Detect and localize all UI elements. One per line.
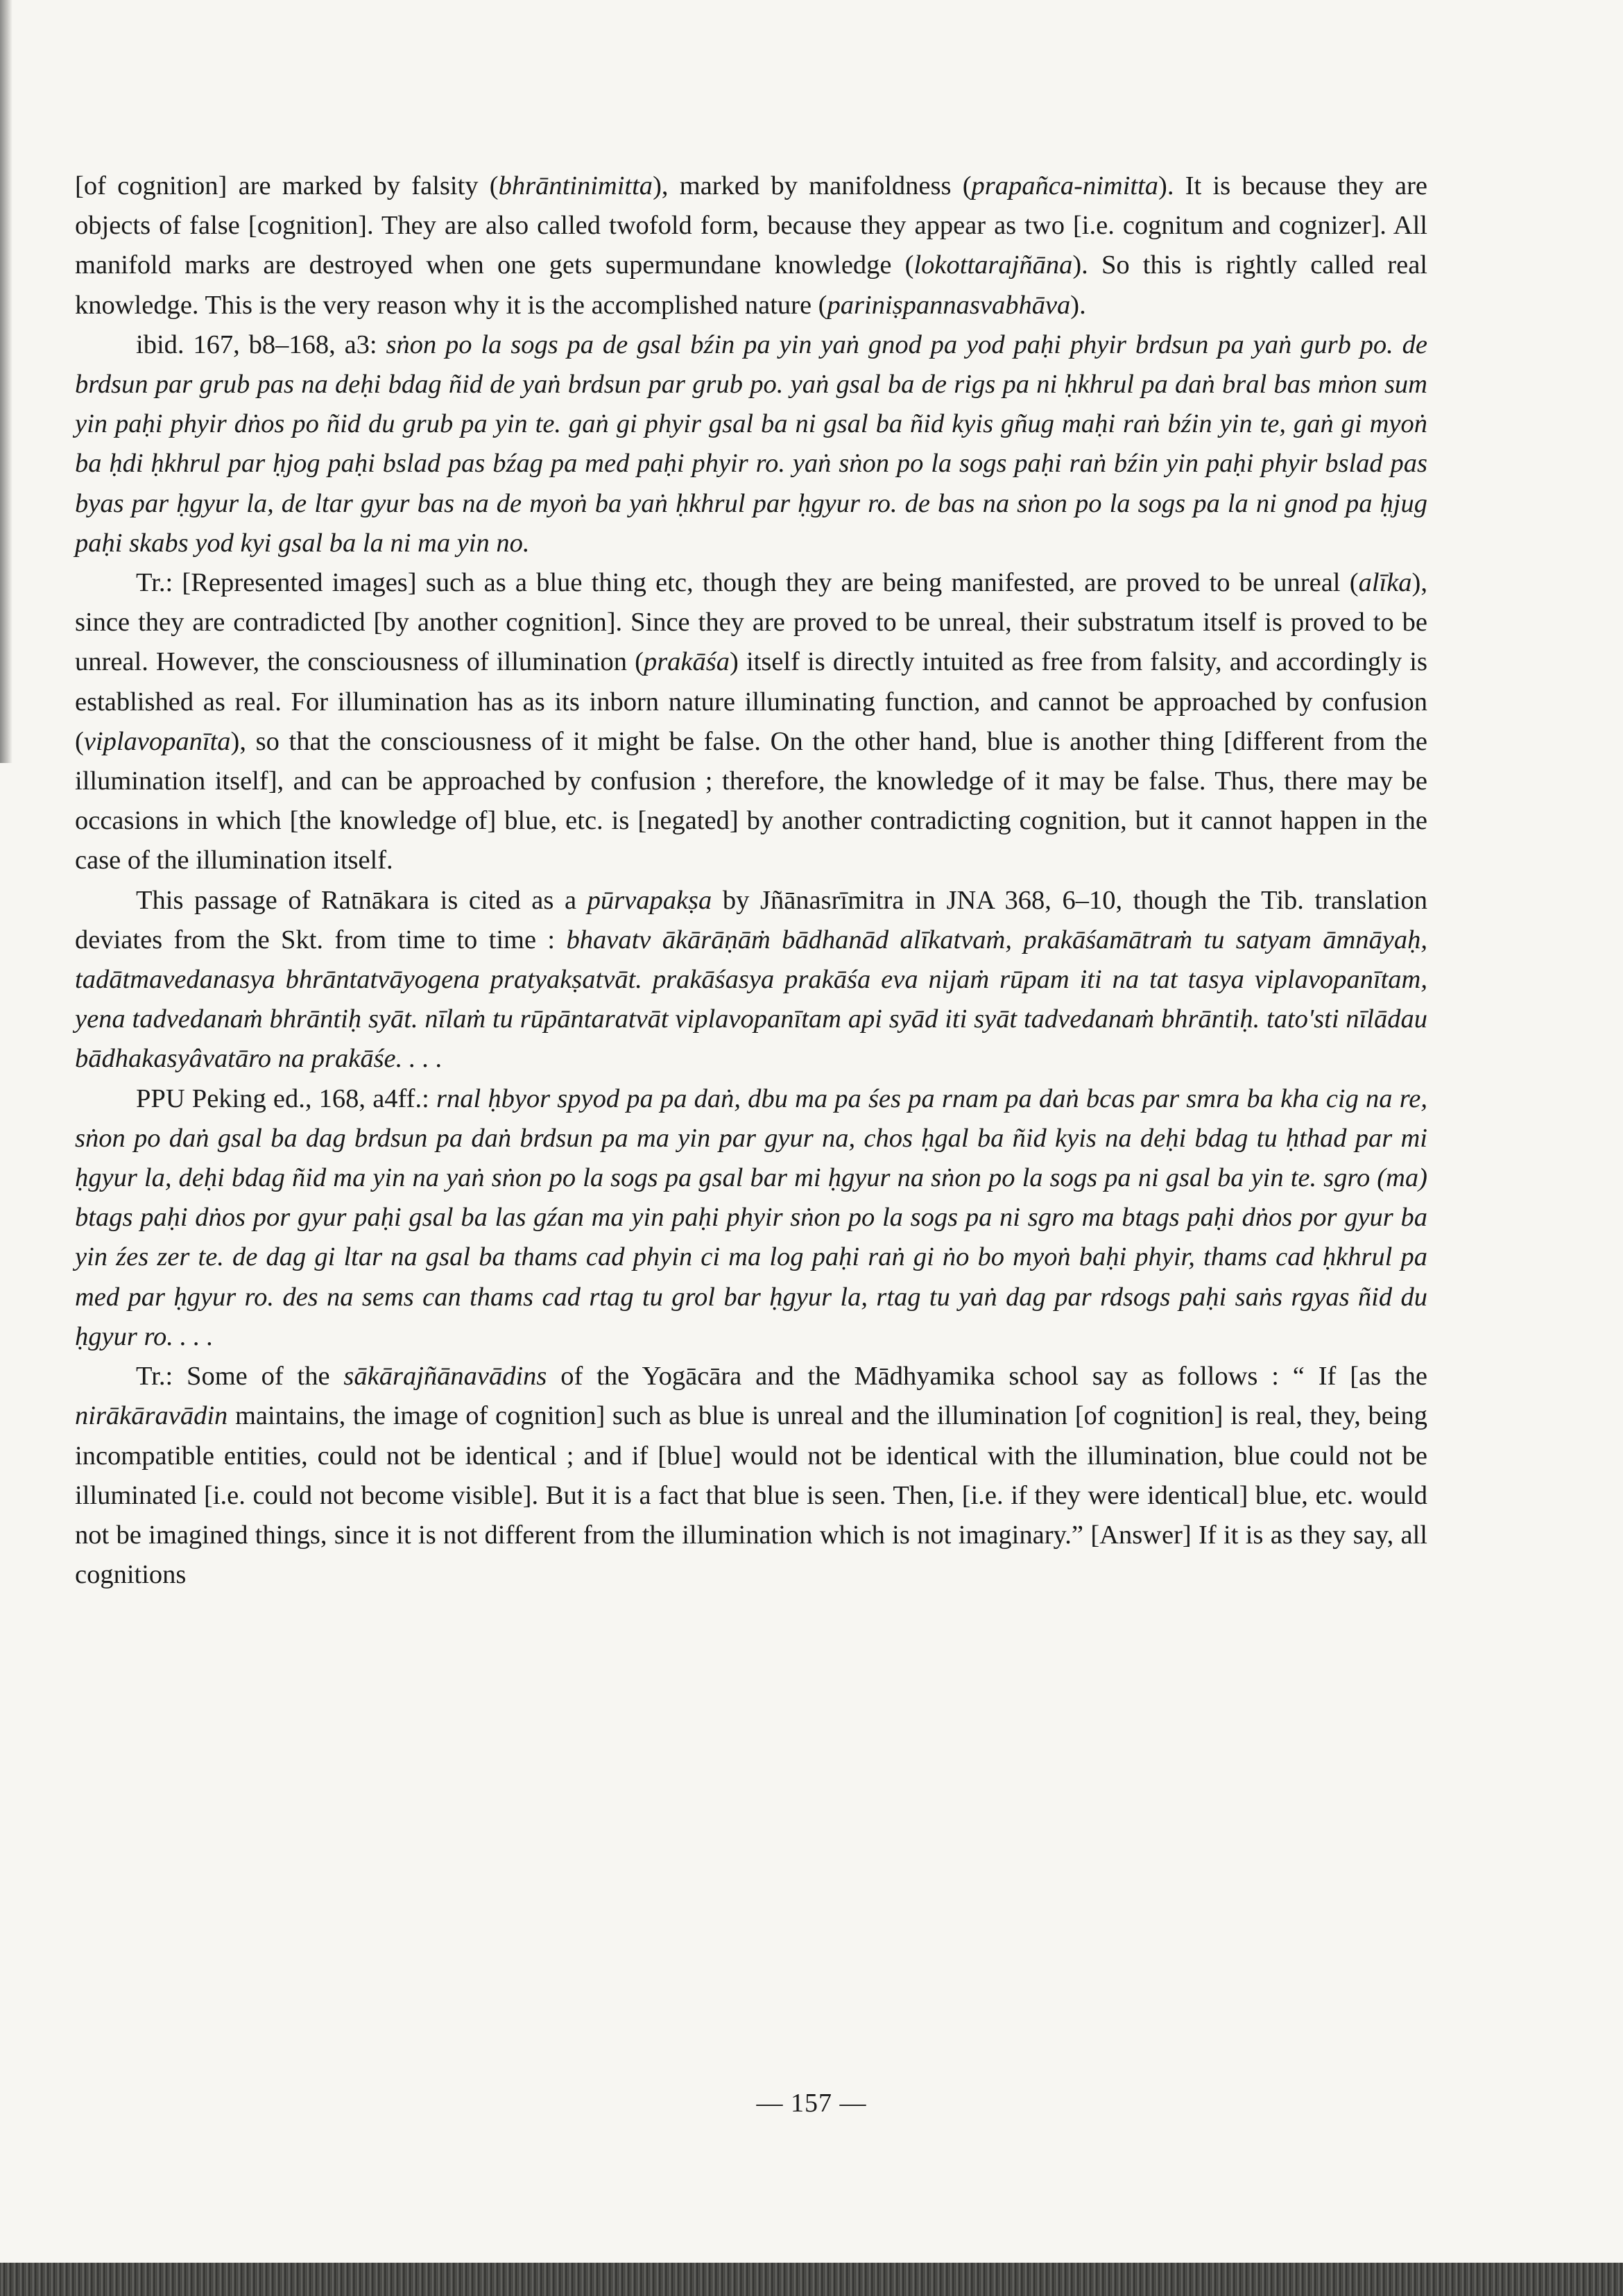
paragraph-6: Tr.: Some of the sākārajñānavādins of the Yogācāra and the Mādhyamika school say as follows : “ If [as the nirākāravādin maintains, the image of cognition] such as blue is unreal and the illumination [of cognition] is real, they, being incompatible entities, could not be identical ; and if [blue] would not be identical with the illumination, blue could not be illuminated [i.e. could not become visible]. But it is a fact that blue is seen. Then, [i.e. if they were identical] blue, etc. would not be imagined things, since it is not different from the illumination which is not imaginary.” [Answer] If it is as they say, all cognitions	[75, 1362, 1428, 1590]
paragraph-4: This passage of Ratnākara is cited as a pūrvapakṣa by Jñānasrīmitra in JNA 368, 6–10, though the Tib. translation deviates from the Skt. from time to time : bhavatv ākārāṇāṁ bādhanād alīkatvaṁ, prakāśamātraṁ tu satyam āmnāyaḥ, tadātmavedanasya bhrāntatvāyogena pratyakṣatvāt. prakāśasya prakāśa eva nijaṁ rūpam iti na tat tasya viplavopanītam, yena tadvedanaṁ bhrāntiḥ syāt. nīlaṁ tu rūpāntaratvāt viplavopanītam api syād iti syāt tadvedanaṁ bhrāntiḥ. tato'sti nīlādau bādhakasyâvatāro na prakāśe. . . .	[75, 885, 1427, 1074]
paragraph-5: PPU Peking ed., 168, a4ff.: rnal ḥbyor spyod pa pa daṅ, dbu ma pa śes pa rnam pa daṅ bcas par smra ba kha cig na re, sṅon po daṅ gsal ba dag brdsun pa daṅ brdsun pa ma yin par gyur na, chos ḥgal ba ñid kyis na deḥi bdag tu ḥthad par mi ḥgyur la, deḥi bdag ñid ma yin na yaṅ sṅon po la sogs pa gsal bar mi ḥgyur na sṅon po la sogs pa ni gsal ba yin te. sgro (ma) btags paḥi dṅos por gyur paḥi gsal ba las gźan ma yin paḥi phyir sṅon po la sogs pa ni sgro ma btags paḥi dṅos por gyur ba yin źes zer te. de dag gi ltar na gsal ba thams cad phyin ci ma log paḥi raṅ gi ṅo bo myoṅ baḥi phyir, thams cad ḥkhrul pa med par ḥgyur ro. des na sems can thams cad rtag tu grol bar ḥgyur la, rtag tu yaṅ dag par rdsogs paḥi saṅs rgyas ñid du ḥgyur ro. . . .	[75, 1083, 1427, 1351]
paragraph-3: Tr.: [Represented images] such as a blue thing etc, though they are being manifested, are proved to be unreal (alīka), since they are contradicted [by another cognition]. Since they are proved to be unreal, their substratum itself is proved to be unreal. However, the consciousness of illumination (prakāśa) itself is directly intuited as free from falsity, and accordingly is established as real. For illumination has as its inborn nature illuminating function, and cannot be approached by confusion (viplavopanīta), so that the consciousness of it might be false. On the other hand, blue is another thing [different from the illumination itself], and can be approached by confusion ; therefore, the knowledge of it may be false. Thus, there may be occasions in which [the knowledge of] blue, etc. is [negated] by another contradicting cognition, but it cannot happen in the case of the illumination itself.	[75, 568, 1427, 875]
paragraph-1: [of cognition] are marked by falsity (bhrāntinimitta), marked by manifoldness (prapañca-nimitta). It is because they are objects of false [cognition]. They are also called twofold form, because they appear as two [i.e. cognitum and cognizer]. All manifold marks are destroyed when one gets supermundane knowledge (lokottarajñāna). So this is rightly called real knowledge. This is the very reason why it is the accomplished nature (pariniṣpannasvabhāva).	[75, 171, 1427, 320]
body-text	[75, 166, 1427, 1595]
paragraph-2: ibid. 167, b8–168, a3: sṅon po la sogs pa de gsal bźin pa yin yaṅ gnod pa yod paḥi phyir brdsun pa yaṅ gurb po. de brdsun par grub pas na deḥi bdag ñid de yaṅ brdsun par grub po. yaṅ gsal ba de rigs pa ni ḥkhrul pa daṅ bral bas mṅon sum yin paḥi phyir dṅos po ñid du grub pa yin te. gaṅ gi phyir gsal ba ni gsal ba ñid kyis gñug maḥi raṅ bźin yin te, gaṅ gi myoṅ ba ḥdi ḥkhrul par ḥjog paḥi bslad pas bźag pa med paḥi phyir ro. yaṅ sṅon po la sogs paḥi raṅ bźin yin paḥi phyir bslad pas byas par ḥgyur la, de ltar gyur bas na de myoṅ ba yaṅ ḥkhrul par ḥgyur ro. de bas na sṅon po la sogs pa la ni gnod pa ḥjug paḥi skabs yod kyi gsal ba la ni ma yin no.	[75, 329, 1427, 558]
scan-left-edge	[0, 0, 12, 763]
page-number: — 157 —	[756, 2089, 867, 2118]
scan-bottom-edge	[0, 2263, 1623, 2296]
